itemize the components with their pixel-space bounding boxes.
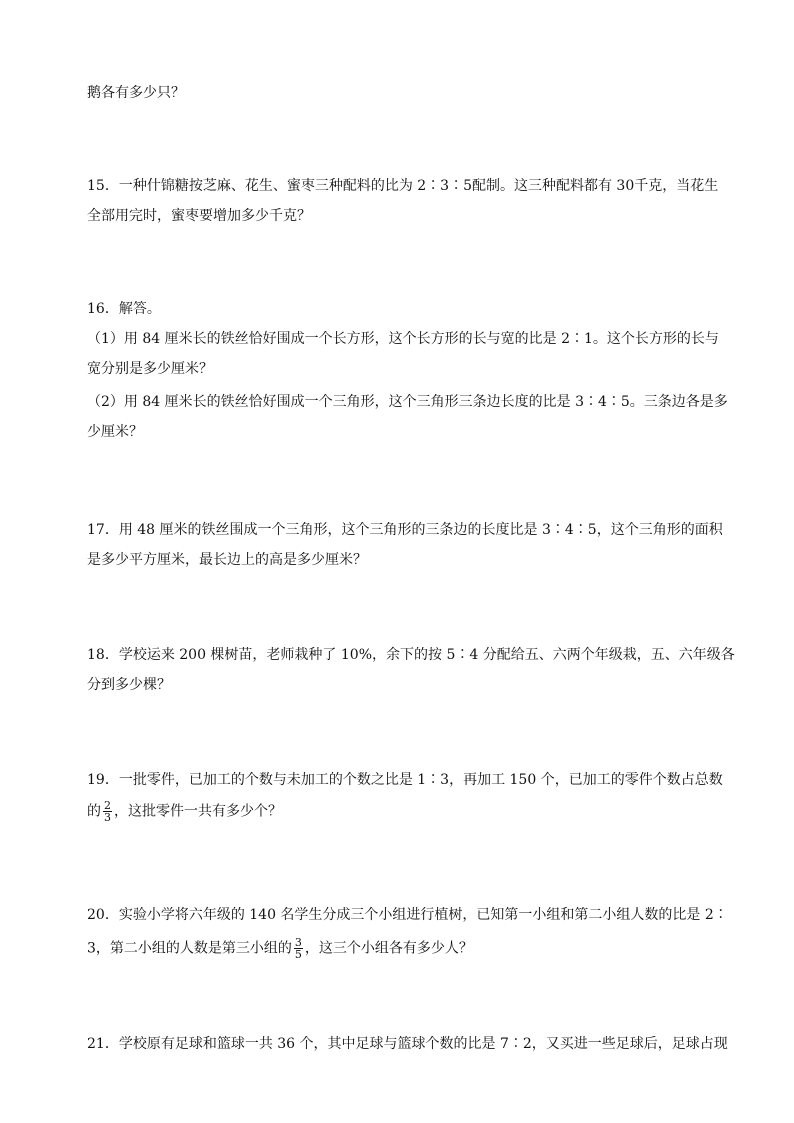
question-16-part-1-line-2: 宽分别是多少厘米？ xyxy=(87,361,213,377)
question-15-line-2: 全部用完时，蜜枣要增加多少千克？ xyxy=(87,208,311,224)
question-16-title: 16．解答。 xyxy=(87,301,161,317)
question-16-part-2-line-1: （2）用 84 厘米长的铁丝恰好围成一个三角形，这个三角形三条边长度的比是 3∶4∶5。三条边各是多 xyxy=(87,394,728,410)
text-segment: 3，第二小组的人数是第三小组的 xyxy=(87,940,292,957)
question-20-line-1: 20．实验小学将六年级的 140 名学生分成三个小组进行植树，已知第一小组和第二小组人数的比是 2∶ xyxy=(87,907,728,923)
question-15-line-1: 15．一种什锦糖按芝麻、花生、蜜枣三种配料的比为 2∶3∶5配制。这三种配料都有 30千克，当花生 xyxy=(87,178,719,194)
text-segment: 的 xyxy=(87,803,101,820)
question-17-line-1: 17．用 48 厘米的铁丝围成一个三角形，这个三角形的三条边的长度比是 3∶4∶5，这个三角形的面积 xyxy=(87,522,723,538)
text-segment: ，这三个小组各有多少人？ xyxy=(304,940,473,957)
question-20-line-2 xyxy=(87,937,473,960)
question-16-part-2-line-2: 少厘米？ xyxy=(87,424,143,440)
question-19-line-2 xyxy=(87,800,282,823)
question-17-line-2: 是多少平方厘米，最长边上的高是多少厘米？ xyxy=(87,552,367,568)
fraction-two-thirds xyxy=(103,800,112,823)
fraction-denominator: 3 xyxy=(104,811,111,824)
fraction-three-fifths xyxy=(294,937,303,960)
question-18-line-2: 分到多少棵？ xyxy=(87,677,171,693)
text-segment: ，这批零件一共有多少个？ xyxy=(114,803,282,820)
question-18-line-1: 18．学校运来 200 棵树苗，老师栽种了 10%，余下的按 5∶4 分配给五、六两个年级栽，五、六年级各 xyxy=(87,647,735,663)
text-line: 鹅各有多少只？ xyxy=(87,85,185,101)
question-16-part-1-line-1: （1）用 84 厘米长的铁丝恰好围成一个长方形，这个长方形的长与宽的比是 2∶1。这个长方形的长与 xyxy=(87,331,719,347)
fraction-denominator: 5 xyxy=(294,948,302,961)
fraction-numerator: 3 xyxy=(294,936,302,949)
question-19-line-1: 19．一批零件，已加工的个数与未加工的个数之比是 1∶3，再加工 150 个，已加工的零件个数占总数 xyxy=(87,772,723,788)
fraction-numerator: 2 xyxy=(104,799,111,812)
question-21-line-1: 21．学校原有足球和篮球一共 36 个，其中足球与篮球个数的比是 7∶2，又买进一些足球后，足球占现 xyxy=(87,1036,728,1052)
